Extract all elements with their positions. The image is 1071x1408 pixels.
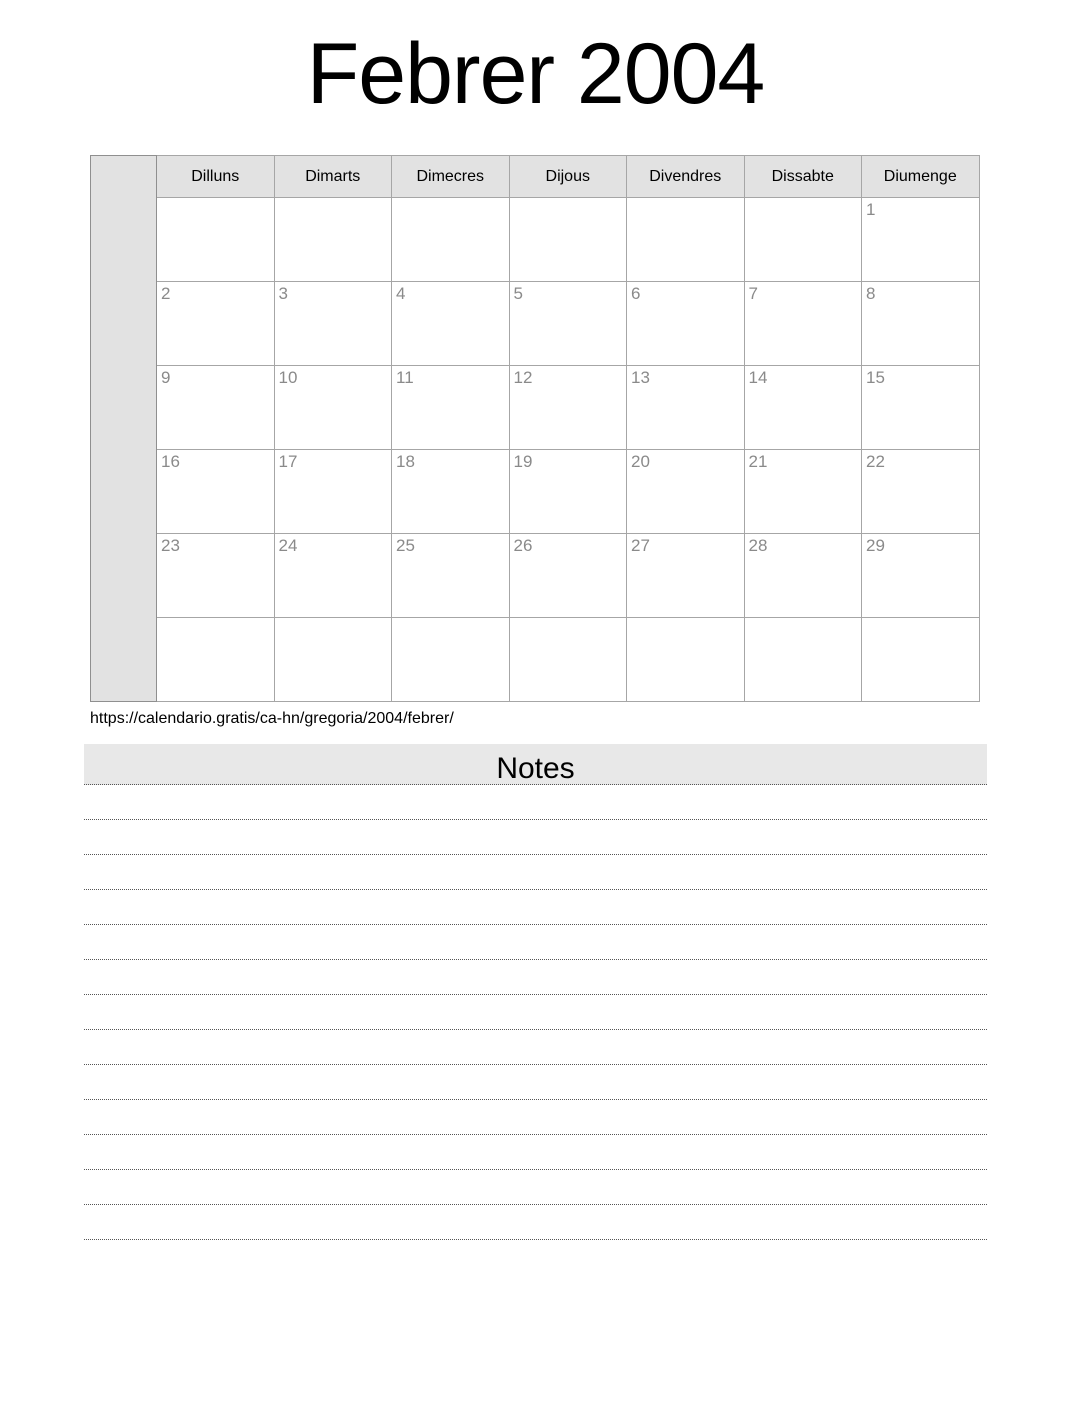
weekday-header-diumenge: Diumenge — [862, 156, 980, 198]
page-title: Febrer 2004 — [306, 26, 765, 122]
empty-day-cell — [509, 198, 627, 282]
day-cell-3: 3 — [274, 282, 392, 366]
notes-title: Notes — [496, 752, 575, 785]
weekday-header-divendres: Divendres — [627, 156, 745, 198]
source-url: https://calendario.gratis/ca-hn/gregoria/2004/febrer/ — [90, 710, 454, 727]
day-cell-6: 6 — [627, 282, 745, 366]
day-cell-4: 4 — [392, 282, 510, 366]
day-cell-29: 29 — [862, 534, 980, 618]
note-line — [84, 995, 987, 1030]
notes-lines — [84, 785, 987, 1240]
day-cell-12: 12 — [509, 366, 627, 450]
note-line — [84, 890, 987, 925]
calendar-body — [91, 156, 980, 702]
note-line — [84, 1065, 987, 1100]
day-cell-19: 19 — [509, 450, 627, 534]
day-cell-23: 23 — [157, 534, 275, 618]
day-cell-15: 15 — [862, 366, 980, 450]
note-line — [84, 1205, 987, 1240]
weekday-header-row — [91, 156, 980, 198]
day-cell-20: 20 — [627, 450, 745, 534]
day-cell-22: 22 — [862, 450, 980, 534]
day-cell-27: 27 — [627, 534, 745, 618]
empty-day-cell — [627, 198, 745, 282]
day-cell-11: 11 — [392, 366, 510, 450]
week-row — [91, 198, 980, 282]
note-line — [84, 1030, 987, 1065]
empty-day-cell — [509, 618, 627, 702]
day-cell-17: 17 — [274, 450, 392, 534]
note-line — [84, 785, 987, 820]
note-line — [84, 1135, 987, 1170]
empty-day-cell — [627, 618, 745, 702]
empty-day-cell — [157, 198, 275, 282]
day-cell-21: 21 — [744, 450, 862, 534]
day-cell-10: 10 — [274, 366, 392, 450]
day-cell-16: 16 — [157, 450, 275, 534]
note-line — [84, 855, 987, 890]
empty-day-cell — [392, 618, 510, 702]
day-cell-26: 26 — [509, 534, 627, 618]
week-row — [91, 534, 980, 618]
day-cell-8: 8 — [862, 282, 980, 366]
calendar-table — [90, 155, 980, 702]
weekday-header-dijous: Dijous — [509, 156, 627, 198]
week-row — [91, 282, 980, 366]
empty-day-cell — [274, 618, 392, 702]
week-row — [91, 366, 980, 450]
note-line — [84, 925, 987, 960]
day-cell-18: 18 — [392, 450, 510, 534]
empty-day-cell — [744, 198, 862, 282]
note-line — [84, 820, 987, 855]
week-row — [91, 618, 980, 702]
empty-day-cell — [274, 198, 392, 282]
weekday-header-dilluns: Dilluns — [157, 156, 275, 198]
day-cell-2: 2 — [157, 282, 275, 366]
week-number-gutter — [91, 156, 157, 702]
note-line — [84, 960, 987, 995]
weekday-header-dimarts: Dimarts — [274, 156, 392, 198]
day-cell-28: 28 — [744, 534, 862, 618]
day-cell-7: 7 — [744, 282, 862, 366]
empty-day-cell — [862, 618, 980, 702]
note-line — [84, 1170, 987, 1205]
week-row — [91, 450, 980, 534]
day-cell-25: 25 — [392, 534, 510, 618]
day-cell-5: 5 — [509, 282, 627, 366]
day-cell-9: 9 — [157, 366, 275, 450]
weekday-header-dimecres: Dimecres — [392, 156, 510, 198]
empty-day-cell — [744, 618, 862, 702]
weekday-header-dissabte: Dissabte — [744, 156, 862, 198]
note-line — [84, 1100, 987, 1135]
day-cell-1: 1 — [862, 198, 980, 282]
empty-day-cell — [157, 618, 275, 702]
empty-day-cell — [392, 198, 510, 282]
day-cell-24: 24 — [274, 534, 392, 618]
day-cell-14: 14 — [744, 366, 862, 450]
notes-header-band — [84, 744, 987, 785]
day-cell-13: 13 — [627, 366, 745, 450]
